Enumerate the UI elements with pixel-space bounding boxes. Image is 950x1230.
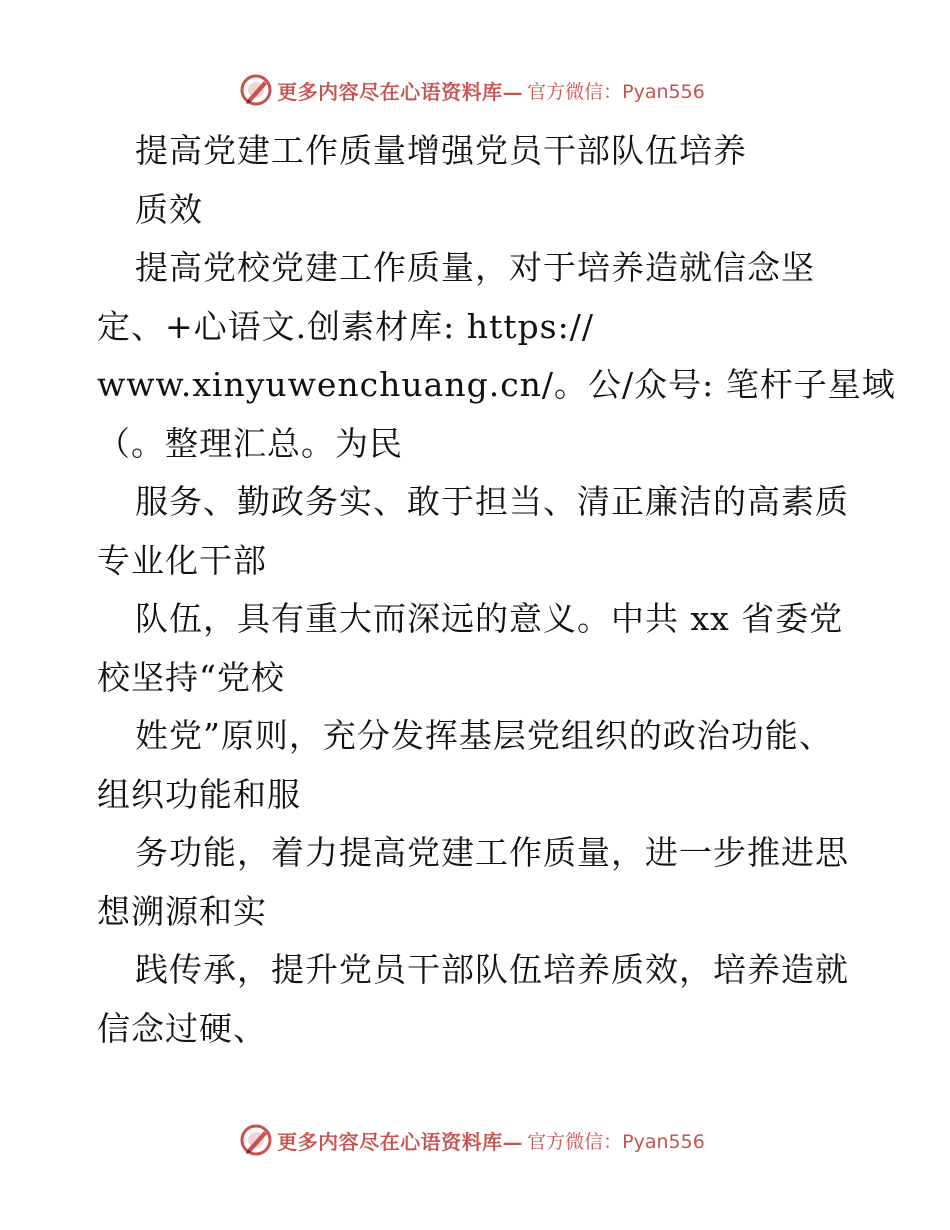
- body-line: 提高党建工作质量增强党员干部队伍培养: [135, 131, 747, 170]
- body-line: 专业化干部: [97, 540, 267, 580]
- body-line: 定、+心语文.创素材库: https://: [97, 306, 594, 346]
- document-body: [97, 122, 896, 1058]
- footer-wechat-text: 官方微信：Pyan556: [527, 1130, 705, 1153]
- body-line: （。整理汇总。为民: [97, 423, 403, 463]
- footer-banner: [0, 1120, 950, 1160]
- footer-banner-inner: [239, 1123, 705, 1157]
- body-line: 想溯源和实: [97, 891, 267, 931]
- body-line: 质效: [135, 189, 203, 229]
- body-line: 队伍，具有重大而深远的意义。中共 xx 省委党: [135, 599, 844, 638]
- body-line: 提高党校党建工作质量，对于培养造就信念坚: [135, 248, 815, 287]
- pen-logo-icon: [239, 1123, 273, 1157]
- header-banner-text: 更多内容尽在心语资料库—: [277, 79, 524, 104]
- header-wechat-text: 官方微信：Pyan556: [527, 80, 705, 103]
- header-banner-inner: [239, 73, 705, 107]
- pen-logo-icon: [239, 73, 273, 107]
- body-line: 姓党”原则，充分发挥基层党组织的政治功能、: [135, 716, 833, 755]
- header-banner: [0, 70, 950, 110]
- body-line: 信念过硬、: [97, 1008, 267, 1048]
- body-line: 校坚持“党校: [97, 657, 285, 697]
- body-line: 务功能，着力提高党建工作质量，进一步推进思: [135, 833, 849, 872]
- body-line: 服务、勤政务实、敢于担当、清正廉洁的高素质: [135, 482, 849, 521]
- body-line: 践传承，提升党员干部队伍培养质效，培养造就: [135, 950, 849, 989]
- body-line: www.xinyuwenchuang.cn/。公/众号: 笔杆子星域: [97, 365, 896, 404]
- footer-banner-text: 更多内容尽在心语资料库—: [277, 1129, 524, 1154]
- body-line: 组织功能和服: [97, 774, 301, 814]
